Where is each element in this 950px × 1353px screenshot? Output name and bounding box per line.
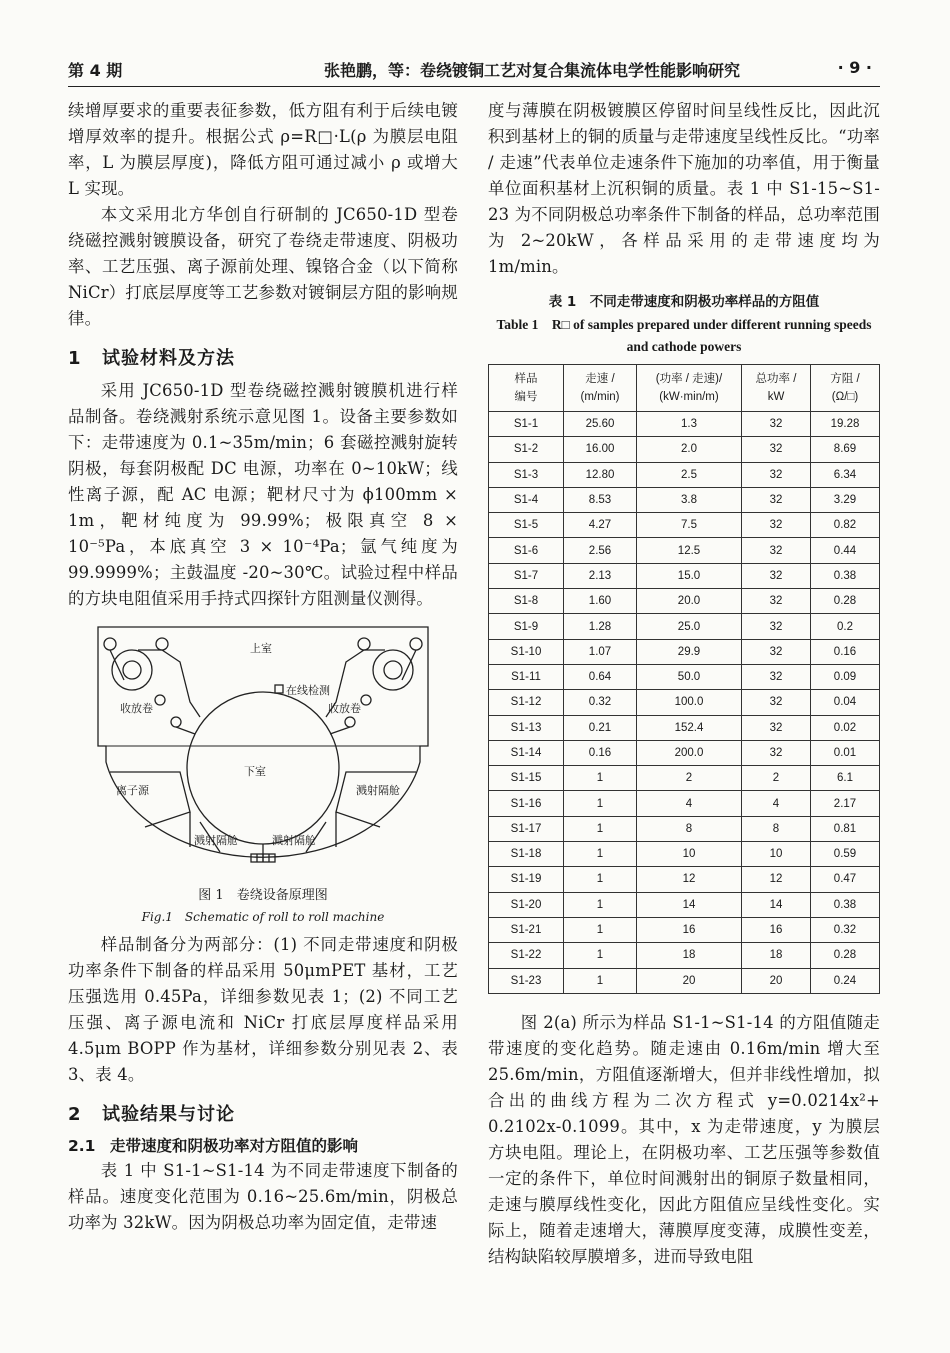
table-cell: 0.28	[811, 589, 880, 614]
table-cell: 8	[637, 816, 742, 841]
header-line: 总功率 /	[755, 373, 797, 385]
table-cell: 1	[564, 968, 637, 993]
table-cell: 0.21	[564, 715, 637, 740]
table-cell: 0.44	[811, 538, 880, 563]
table-cell: 0.2	[811, 614, 880, 639]
label-lower-chamber: 下室	[244, 765, 266, 778]
table-cell: 0.16	[811, 639, 880, 664]
subsection-heading	[68, 1134, 458, 1156]
table-cell: 1	[564, 917, 637, 942]
header-line: 方阻 /	[830, 373, 860, 385]
table-cell: 25.0	[637, 614, 742, 639]
table-cell: 1	[564, 892, 637, 917]
table-row	[489, 867, 880, 892]
table-cell: 0.47	[811, 867, 880, 892]
table-cell: 200.0	[637, 740, 742, 765]
table-cell: 32	[742, 715, 811, 740]
table-cell: S1-16	[489, 791, 564, 816]
table-cell: 8.53	[564, 487, 637, 512]
subsection-title: 走带速度和阴极功率对方阻值的影响	[110, 1137, 359, 1155]
table-row	[489, 437, 880, 462]
table-cell: 32	[742, 563, 811, 588]
section-heading	[68, 344, 458, 370]
table-row	[489, 766, 880, 791]
paragraph: 采用 JC650-1D 型卷绕磁控溅射镀膜机进行样品制备。卷绕溅射系统示意见图 1。设备主要参数如下：走带速度为 0.1~35m/min；6 套磁控溅射旋转阴极，每套阴极配 DC 电源，功率在 0~10kW；线性离子源，配 AC 电源；靶材尺寸为 ϕ100mm × 1m，靶材纯度为 99.99%；极限真空 8 × 10⁻⁵Pa，本底真空 3 × 10⁻⁴Pa；氩气纯度为 99.9999%；主鼓温度 -20~30℃。试验过程中样品的方块电阻值采用手持式四探针方阻测量仪测得。	[68, 381, 458, 608]
table-cell: S1-22	[489, 943, 564, 968]
table-cell: 4	[637, 791, 742, 816]
table-cell: 12.80	[564, 462, 637, 487]
table-row	[489, 816, 880, 841]
table-cell: 0.09	[811, 664, 880, 689]
table-cell: 32	[742, 690, 811, 715]
header-cell	[811, 365, 880, 412]
section-title: 试验结果与讨论	[102, 1104, 235, 1125]
header-cell	[489, 365, 564, 412]
table-cell: S1-15	[489, 766, 564, 791]
header-cell	[637, 365, 742, 412]
section-title: 试验材料及方法	[102, 348, 235, 369]
table-row	[489, 412, 880, 437]
table-cell: 1	[564, 816, 637, 841]
table-row	[489, 487, 880, 512]
table-cell: S1-5	[489, 513, 564, 538]
issue-number: 第 4 期	[68, 61, 123, 80]
table-cell: 32	[742, 412, 811, 437]
table-cell: 0.64	[564, 664, 637, 689]
label-ion-source: 离子源	[116, 784, 149, 797]
table-cell: 0.28	[811, 943, 880, 968]
table-row	[489, 513, 880, 538]
table-cell: S1-18	[489, 842, 564, 867]
table-cell: 25.60	[564, 412, 637, 437]
table-body	[489, 412, 880, 994]
table-caption-cn: 表 1 不同走带速度和阴极功率样品的方阻值	[548, 294, 820, 310]
label-upper-chamber: 上室	[250, 642, 272, 655]
table-cell: 12	[637, 867, 742, 892]
table-cell: 20	[742, 968, 811, 993]
table-cell: 1	[564, 867, 637, 892]
table-cell: S1-4	[489, 487, 564, 512]
table-cell: S1-10	[489, 639, 564, 664]
header-line: 走速 /	[585, 373, 615, 385]
subsection-number: 2.1	[68, 1137, 96, 1155]
table-cell: 32	[742, 462, 811, 487]
table-cell: S1-13	[489, 715, 564, 740]
header-line: 样品	[514, 373, 538, 385]
table-cell: 14	[742, 892, 811, 917]
table-row	[489, 842, 880, 867]
table-cell: S1-12	[489, 690, 564, 715]
table-cell: 100.0	[637, 690, 742, 715]
table-row	[489, 715, 880, 740]
table-cell: 0.38	[811, 563, 880, 588]
running-title: 张艳鹏，等：卷绕镀铜工艺对复合集流体电学性能影响研究	[324, 61, 741, 80]
table-row	[489, 968, 880, 993]
header-cell	[564, 365, 637, 412]
table-cell: 32	[742, 740, 811, 765]
table-cell: 0.16	[564, 740, 637, 765]
label-reel-right: 收放卷	[328, 702, 361, 715]
figure-caption-cn: 图 1 卷绕设备原理图	[198, 888, 328, 903]
table-cell: 0.01	[811, 740, 880, 765]
paragraph: 表 1 中 S1-1~S1-14 为不同走带速度下制备的样品。速度变化范围为 0.16~25.6m/min，阴极总功率为 32kW。因为阴极总功率为固定值，走带速	[68, 1161, 458, 1232]
table-cell: 1	[564, 943, 637, 968]
table-cell: 0.32	[811, 917, 880, 942]
table-cell: 3.8	[637, 487, 742, 512]
table-cell: 16.00	[564, 437, 637, 462]
table-cell: 0.59	[811, 842, 880, 867]
table-cell: 16	[742, 917, 811, 942]
table-cell: S1-9	[489, 614, 564, 639]
table-cell: 1	[564, 766, 637, 791]
table-cell: 32	[742, 589, 811, 614]
table-row	[489, 791, 880, 816]
table-cell: 2.5	[637, 462, 742, 487]
table-cell: S1-21	[489, 917, 564, 942]
table-cell: 10	[742, 842, 811, 867]
table-cell: 8.69	[811, 437, 880, 462]
table-cell: 1.60	[564, 589, 637, 614]
table-1	[488, 364, 880, 994]
table-cell: 8	[742, 816, 811, 841]
paragraph: 度与薄膜在阴极镀膜区停留时间呈线性反比，因此沉积到基材上的铜的质量与走带速度呈线性反比。“功率 / 走速”代表单位走速条件下施加的功率值，用于衡量单位面积基材上沉积铜的质量。表 1 中 S1-15~S1-23 为不同阴极总功率条件下制备的样品，总功率范围为 2~20kW，各样品采用的走带速度均为 1m/min。	[488, 101, 880, 276]
table-cell: S1-1	[489, 412, 564, 437]
table-row	[489, 917, 880, 942]
table-cell: 12	[742, 867, 811, 892]
table-cell: 20.0	[637, 589, 742, 614]
table-cell: 32	[742, 437, 811, 462]
right-column	[488, 98, 880, 1270]
table-cell: S1-8	[489, 589, 564, 614]
table-cell: S1-19	[489, 867, 564, 892]
table-cell: 2	[742, 766, 811, 791]
table-row	[489, 538, 880, 563]
table-cell: 10	[637, 842, 742, 867]
table-cell: 0.32	[564, 690, 637, 715]
table-cell: 2.13	[564, 563, 637, 588]
table-cell: 20	[637, 968, 742, 993]
label-sputter-chamber-bottom-right: 溅射隔舱	[272, 834, 316, 847]
roll-to-roll-schematic	[80, 622, 446, 877]
running-header	[68, 52, 880, 87]
paragraph: 样品制备分为两部分：(1) 不同走带速度和阴极功率条件下制备的样品采用 50μmPET 基材，工艺压强选用 0.45Pa，详细参数见表 1；(2) 不同工艺压强、离子源电流和 NiCr 打底层厚度样品采用 4.5μm BOPP 作为基材，详细参数分别见表 2、表 3、表 4。	[68, 935, 458, 1084]
table-cell: 152.4	[637, 715, 742, 740]
table-row	[489, 690, 880, 715]
table-cell: 15.0	[637, 563, 742, 588]
table-cell: S1-14	[489, 740, 564, 765]
paragraph: 图 2(a) 所示为样品 S1-1~S1-14 的方阻值随走带速度的变化趋势。随走速由 0.16m/min 增大至 25.6m/min，方阻值逐渐增大，但并非线性增加，拟合出的曲线方程为二次方程式 y=0.0214x²+ 0.2102x-0.1099。其中，x 为走带速度，y 为膜层方块电阻。理论上，在阴极功率、工艺压强等参数值一定的条件下，单位时间溅射出的铜原子数量相同，走速与膜厚线性变化，因此方阻值应呈线性变化。实际上，随着走速增大，薄膜厚度变薄，成膜性变差，结构缺陷较厚膜增多，进而导致电阻	[488, 1012, 880, 1266]
figure-1	[68, 622, 458, 932]
table-cell: 1.28	[564, 614, 637, 639]
paragraph: 续增厚要求的重要表征参数，低方阻有利于后续电镀增厚效率的提升。根据公式 ρ=R□·L(ρ 为膜层电阻率，L 为膜层厚度)，降低方阻可通过减小 ρ 或增大 L 实现。	[68, 101, 458, 198]
table-cell: 6.34	[811, 462, 880, 487]
section-number: 1	[68, 348, 82, 369]
table-cell: 18	[637, 943, 742, 968]
table-cell: S1-23	[489, 968, 564, 993]
table-cell: 4	[742, 791, 811, 816]
header-line: 编号	[514, 391, 538, 403]
table-cell: 1.3	[637, 412, 742, 437]
figure-caption-en: Fig.1 Schematic of roll to roll machine	[141, 910, 385, 924]
table-cell: 32	[742, 664, 811, 689]
table-header-row	[489, 365, 880, 412]
table-cell: 2.56	[564, 538, 637, 563]
table-row	[489, 462, 880, 487]
table-row	[489, 589, 880, 614]
table-cell: S1-11	[489, 664, 564, 689]
table-cell: 32	[742, 513, 811, 538]
table-cell: S1-2	[489, 437, 564, 462]
table-row	[489, 664, 880, 689]
table-row	[489, 943, 880, 968]
left-column	[68, 98, 458, 1236]
label-reel-left: 收放卷	[120, 702, 153, 715]
table-cell: 7.5	[637, 513, 742, 538]
page-number: · 9 ·	[837, 58, 872, 77]
table-row	[489, 892, 880, 917]
table-caption-en: Table 1 R□ of samples prepared under different running speeds and cathode powers	[496, 317, 872, 354]
table-row	[489, 614, 880, 639]
table-cell: 32	[742, 614, 811, 639]
table-cell: 19.28	[811, 412, 880, 437]
table-cell: S1-20	[489, 892, 564, 917]
table-row	[489, 563, 880, 588]
table-cell: S1-7	[489, 563, 564, 588]
table-cell: 32	[742, 639, 811, 664]
header-cell	[742, 365, 811, 412]
section-number: 2	[68, 1104, 82, 1125]
table-cell: S1-3	[489, 462, 564, 487]
table-cell: 2.17	[811, 791, 880, 816]
label-inline-detection: 在线检测	[286, 684, 330, 697]
table-cell: 3.29	[811, 487, 880, 512]
header-line: (m/min)	[580, 391, 620, 403]
table-cell: 2	[637, 766, 742, 791]
table-cell: 0.82	[811, 513, 880, 538]
header-line: (kW·min/m)	[659, 391, 719, 403]
table-cell: 18	[742, 943, 811, 968]
table-cell: 32	[742, 487, 811, 512]
table-cell: 14	[637, 892, 742, 917]
table-cell: 1	[564, 842, 637, 867]
table-cell: 32	[742, 538, 811, 563]
table-cell: 2.0	[637, 437, 742, 462]
table-cell: 4.27	[564, 513, 637, 538]
table-cell: 0.02	[811, 715, 880, 740]
header-line: (功率 / 走速)/	[655, 373, 723, 385]
label-sputter-chamber-bottom-left: 溅射隔舱	[194, 834, 238, 847]
table-cell: S1-6	[489, 538, 564, 563]
section-heading	[68, 1100, 458, 1126]
table-cell: 0.38	[811, 892, 880, 917]
paragraph: 本文采用北方华创自行研制的 JC650-1D 型卷绕磁控溅射镀膜设备，研究了卷绕走带速度、阴极功率、工艺压强、离子源前处理、镍铬合金（以下简称 NiCr）打底层厚度等工艺参数对镀铜层方阻的影响规律。	[68, 205, 458, 328]
label-sputter-chamber-right: 溅射隔舱	[356, 784, 400, 797]
table-row	[489, 639, 880, 664]
table-cell: 12.5	[637, 538, 742, 563]
table-cell: 16	[637, 917, 742, 942]
table-cell: 0.04	[811, 690, 880, 715]
table-cell: 29.9	[637, 639, 742, 664]
table-cell: S1-17	[489, 816, 564, 841]
table-cell: 1	[564, 791, 637, 816]
table-cell: 50.0	[637, 664, 742, 689]
table-row	[489, 740, 880, 765]
table-cell: 1.07	[564, 639, 637, 664]
table-cell: 0.81	[811, 816, 880, 841]
header-line: kW	[767, 391, 785, 403]
table-cell: 0.24	[811, 968, 880, 993]
table-cell: 6.1	[811, 766, 880, 791]
header-line: (Ω/□)	[831, 391, 859, 403]
